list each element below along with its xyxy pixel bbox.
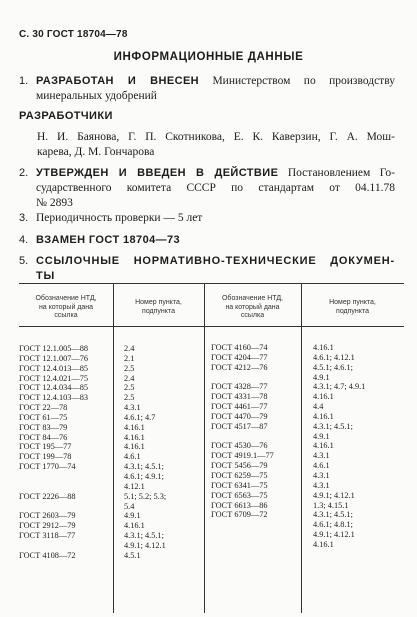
table-cell: 4.16.1 <box>313 392 334 402</box>
table-cell: 2.4 <box>124 373 135 383</box>
header-line: Обозначение НТД, <box>221 295 284 302</box>
section-number: 1. <box>19 75 29 87</box>
header-doc-left <box>19 295 113 321</box>
table-cell: 4.9.1 <box>124 511 141 521</box>
table-cell: ГОСТ 12.1.007—76 <box>19 353 88 363</box>
header-line: Номер пункта, <box>135 299 182 306</box>
header-doc-right <box>204 295 301 321</box>
table-cell: ГОСТ 4470—79 <box>211 411 268 421</box>
table-cell: 4.9.1; 4.12.1 <box>124 540 166 550</box>
table-rule-col <box>204 283 205 613</box>
section-number: 5. <box>19 255 29 267</box>
table-cell: ГОСТ 3118—77 <box>19 531 76 541</box>
table-cell: ГОСТ 4331—78 <box>211 392 268 402</box>
table-cell <box>19 472 88 482</box>
header-line: на который дана <box>38 303 94 311</box>
table-cell: ГОСТ 4204—77 <box>211 352 268 362</box>
table-cell: 4.16.1 <box>313 441 334 451</box>
section-number: 4. <box>19 234 29 246</box>
table-cell: 4.3.1; 4.5.1; <box>313 421 353 431</box>
section-line <box>36 166 395 181</box>
right-docs-column <box>211 343 274 520</box>
table-cell: 4.16.1 <box>313 539 334 549</box>
table-cell: 4.6.1; 4.8.1; <box>313 520 353 530</box>
table-cell: ГОСТ 195—77 <box>19 442 72 452</box>
references-table <box>19 283 404 613</box>
section-heading: РАЗРАБОТАН И ВНЕСЕН <box>36 75 200 87</box>
table-cell: 4.3.1 <box>313 470 330 480</box>
table-rule-top <box>19 283 404 284</box>
header-point-right <box>301 299 404 316</box>
header-line: подпункта <box>142 307 175 315</box>
table-cell: ГОСТ 199—78 <box>19 452 72 462</box>
table-cell: 4.3.1 <box>124 403 141 413</box>
table-cell: ГОСТ 2603—79 <box>19 511 76 521</box>
table-cell: 2.1 <box>124 353 135 363</box>
table-cell: ГОСТ 12.4.103—83 <box>19 393 88 403</box>
section-developers <box>19 109 395 160</box>
left-docs-column <box>19 344 88 561</box>
table-cell: 5.4 <box>124 501 135 511</box>
table-cell: ГОСТ 2226—88 <box>19 491 76 501</box>
table-cell: ГОСТ 2912—79 <box>19 521 76 531</box>
table-cell <box>19 482 88 492</box>
page-title: ИНФОРМАЦИОННЫЕ ДАННЫЕ <box>113 51 304 63</box>
table-cell: ГОСТ 12.4.021—75 <box>19 373 88 383</box>
table-rule-col <box>301 283 302 613</box>
table-cell: ГОСТ 6341—75 <box>211 480 268 490</box>
table-cell: 4.16.1 <box>124 422 145 432</box>
header-line: Обозначение НТД, <box>35 295 97 302</box>
table-cell: ГОСТ 4517—87 <box>211 421 268 431</box>
section-number: 2. <box>19 167 29 179</box>
table-cell: 4.16.1 <box>313 343 334 352</box>
section-text: Министерством по производству <box>212 75 395 87</box>
table-cell: ГОСТ 84—76 <box>19 432 68 442</box>
table-cell: 4.6.1; 4.12.1 <box>313 352 355 362</box>
table-cell: 4.5.1; 4.6.1; <box>313 362 353 372</box>
table-cell: 4.3.1; 4.5.1; <box>124 462 164 472</box>
header-line: ссылка <box>54 312 78 319</box>
table-cell: 4.6.1 <box>124 452 141 462</box>
section-text-continued: № 2893 <box>36 197 73 209</box>
section-number: 3. <box>19 212 29 224</box>
table-cell: ГОСТ 6613—86 <box>211 500 268 510</box>
section-text-continued: минеральных удобрений <box>36 90 157 102</box>
table-cell: 4.16.1 <box>124 442 145 452</box>
table-cell: 2.5 <box>124 363 135 373</box>
header-line: подпункта <box>336 307 369 315</box>
section-text-continued: сударственного комитета СССР по стандартам от 04.11.78 <box>36 182 395 194</box>
section-heading: УТВЕРЖДЕН И ВВЕДЕН В ДЕЙСТВИЕ <box>36 167 279 179</box>
table-cell: ГОСТ 5456—79 <box>211 461 268 471</box>
table-cell: 4.16.1 <box>124 432 145 442</box>
table-rule-col <box>113 283 114 613</box>
table-cell: 4.3.1 <box>313 480 330 490</box>
table-cell <box>19 541 88 551</box>
table-cell: ГОСТ 12.4.013—85 <box>19 363 88 373</box>
section-text: Периодичность проверки — 5 лет <box>36 212 203 224</box>
header-line: на который дана <box>225 303 280 311</box>
section-line <box>36 74 395 89</box>
table-cell: ГОСТ 83—79 <box>19 422 68 432</box>
table-cell: ГОСТ 6709—72 <box>211 510 268 520</box>
table-cell: 4.9.1 <box>313 372 330 382</box>
table-rule-header <box>19 326 404 327</box>
section-approved <box>19 166 395 211</box>
table-cell: ГОСТ 4461—77 <box>211 402 268 412</box>
table-cell: ГОСТ 4530—76 <box>211 441 268 451</box>
table-cell: 4.3.1; 4.5.1; <box>124 531 164 541</box>
table-cell: ГОСТ 6563—75 <box>211 490 268 500</box>
running-head: С. 30 ГОСТ 18704—78 <box>19 29 128 40</box>
table-cell: 4.3.1; 4.5.1; <box>313 510 353 520</box>
table-cell: ГОСТ 6259—75 <box>211 470 268 480</box>
header-line: ссылка <box>240 312 265 319</box>
table-cell: 1.3; 4.15.1 <box>313 500 349 510</box>
section-heading-continued: ТЫ <box>36 270 56 282</box>
section-replaces <box>19 233 395 248</box>
table-cell: ГОСТ 4212—76 <box>211 362 268 372</box>
table-cell: 4.9.1 <box>313 431 330 441</box>
section-review-period <box>19 211 395 226</box>
table-cell: 4.6.1; 4.9.1; <box>124 471 164 481</box>
table-cell: 2.5 <box>124 383 135 393</box>
section-references <box>19 254 395 284</box>
header-line: Номер пункта, <box>329 299 376 306</box>
right-points-column <box>313 343 365 550</box>
table-cell <box>19 502 88 512</box>
section-developed-by <box>19 74 395 104</box>
developers-heading: РАЗРАБОТЧИКИ <box>19 110 113 122</box>
table-cell: 2.4 <box>124 344 135 353</box>
table-cell: ГОСТ 12.1.005—88 <box>19 344 88 353</box>
table-cell <box>211 432 274 442</box>
table-cell: ГОСТ 4160—74 <box>211 343 268 352</box>
table-cell: ГОСТ 4328—77 <box>211 382 268 392</box>
table-cell: ГОСТ 4108—72 <box>19 550 76 560</box>
table-cell: 4.16.1 <box>313 411 334 421</box>
developers-names-continued: карева, Д. М. Гончарова <box>37 146 155 158</box>
table-cell: ГОСТ 61—75 <box>19 412 68 422</box>
table-cell: 4.6.1; 4.7 <box>124 412 156 422</box>
table-cell: 4.16.1 <box>124 521 145 531</box>
table-cell: 4.3.1; 4.7; 4.9.1 <box>313 382 366 392</box>
table-cell: ГОСТ 1770—74 <box>19 462 76 472</box>
developers-names: Н. И. Баянова, Г. П. Скотникова, Е. К. Каверзин, Г. А. Мош- <box>37 131 395 143</box>
table-cell: 4.6.1 <box>313 461 330 471</box>
section-heading: ВЗАМЕН ГОСТ 18704—73 <box>36 234 181 246</box>
table-cell: ГОСТ 22—78 <box>19 403 68 413</box>
table-cell: 5.1; 5.2; 5.3; <box>124 491 167 501</box>
table-cell: 4.3.1 <box>313 451 330 461</box>
table-cell: 4.4 <box>313 402 324 412</box>
section-heading: ССЫЛОЧНЫЕ НОРМАТИВНО-ТЕХНИЧЕСКИЕ ДОКУМЕН- <box>36 255 395 267</box>
header-point-left <box>113 299 204 316</box>
table-cell <box>211 373 274 383</box>
left-points-column <box>124 344 166 561</box>
table-cell: ГОСТ 4919.1—77 <box>211 451 274 461</box>
table-cell: 4.12.1 <box>124 481 145 491</box>
table-cell: 4.5.1 <box>124 550 141 560</box>
table-cell: 2.5 <box>124 393 135 403</box>
table-cell: ГОСТ 12.4.034—85 <box>19 383 88 393</box>
table-cell: 4.9.1; 4.12.1 <box>313 530 355 540</box>
table-cell: 4.9.1; 4.12.1 <box>313 490 355 500</box>
section-text: Постановлением Го- <box>287 167 395 179</box>
